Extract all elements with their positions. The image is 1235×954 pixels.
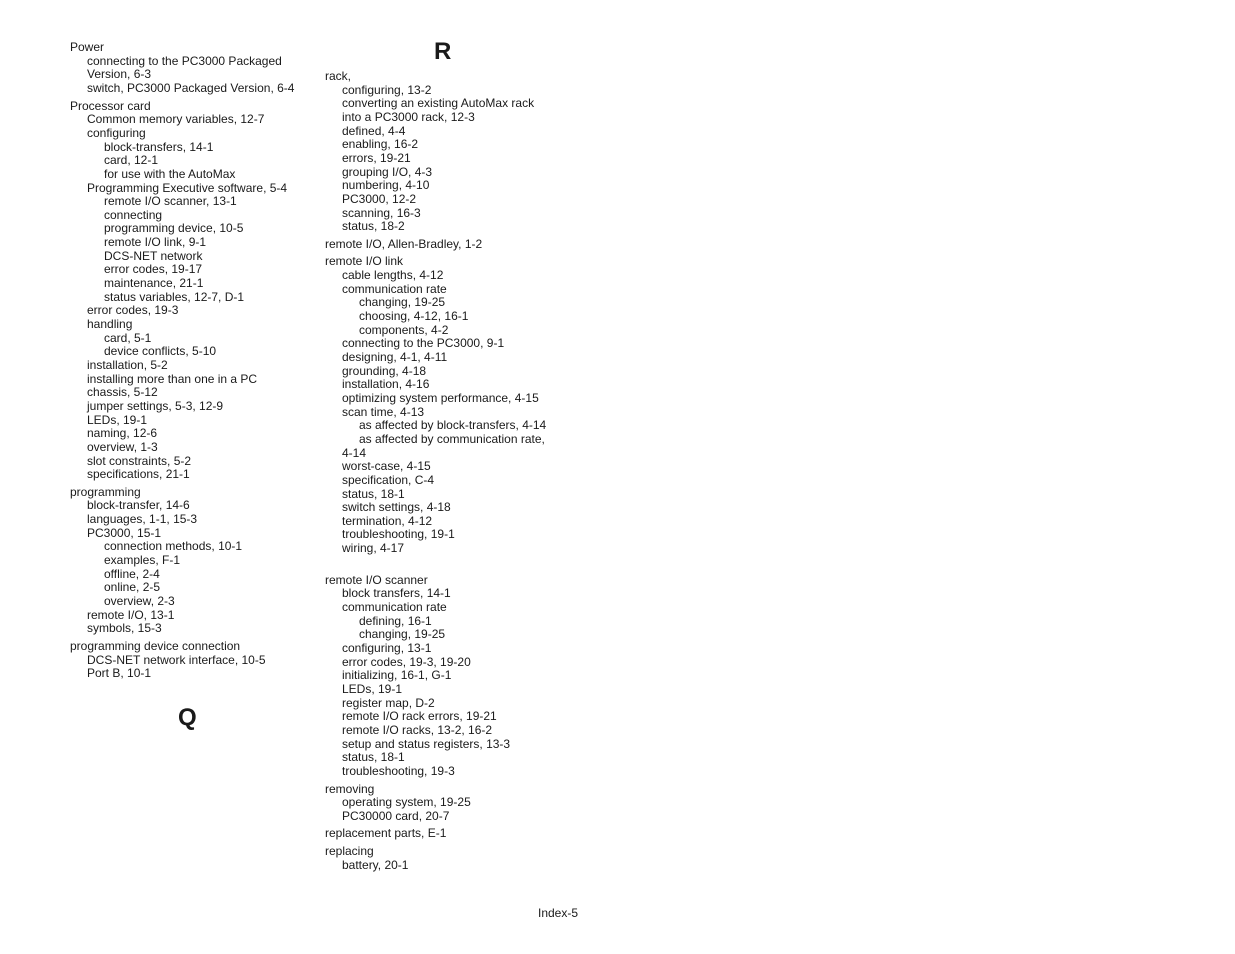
index-subentry: Version, 6-3 [87,67,152,82]
index-subentry: scanning, 16-3 [342,205,421,220]
index-subentry: languages, 1-1, 15-3 [87,512,198,527]
index-subentry: examples, F-1 [104,553,181,568]
index-subentry: defined, 4-4 [342,123,406,138]
index-subentry: Programming Executive software, 5-4 [87,180,288,195]
index-subentry: scan time, 4-13 [342,404,425,419]
index-entry: remote I/O, Allen-Bradley, 1-2 [325,236,483,251]
index-subentry: connection methods, 10-1 [104,539,243,554]
index-subentry: switch settings, 4-18 [342,500,451,515]
index-subentry: status, 18-2 [342,219,405,234]
index-subentry: into a PC3000 rack, 12-3 [342,109,475,124]
index-entry: replacement parts, E-1 [325,826,447,841]
index-subentry: installation, 4-16 [342,377,430,392]
index-subentry: wiring, 4-17 [342,541,405,556]
index-subentry: card, 5-1 [104,330,152,345]
index-subentry: specifications, 21-1 [87,467,190,482]
index-subentry: register map, D-2 [342,695,435,710]
index-subentry: status, 18-1 [342,486,405,501]
index-subentry: connecting to the PC3000 Packaged [87,53,282,68]
index-subentry: Port B, 10-1 [87,666,152,681]
index-subentry: block-transfer, 14-6 [87,498,190,513]
index-entry: Processor card [70,98,151,113]
index-subentry: card, 12-1 [104,153,159,168]
index-subentry: error codes, 19-3, 19-20 [342,654,471,669]
index-subentry: grouping I/O, 4-3 [342,164,433,179]
index-entry: remote I/O scanner [325,572,428,587]
section-letter-q: Q [178,704,197,731]
index-subentry: cable lengths, 4-12 [342,268,444,283]
index-subentry: converting an existing AutoMax rack [342,96,535,111]
index-subentry: termination, 4-12 [342,513,433,528]
index-subentry: configuring [87,125,146,140]
index-subentry: installation, 5-2 [87,357,168,372]
index-subentry: connecting to the PC3000, 9-1 [342,336,505,351]
index-subentry: LEDs, 19-1 [342,681,403,696]
index-subentry: enabling, 16-2 [342,137,419,152]
index-subentry: symbols, 15-3 [87,621,162,636]
index-subentry: LEDs, 19-1 [87,412,148,427]
index-subentry: specification, C-4 [342,472,435,487]
index-subentry: setup and status registers, 13-3 [342,736,511,751]
index-subentry: device conflicts, 5-10 [104,344,217,359]
index-subentry: block-transfers, 14-1 [104,139,214,154]
index-subentry: block transfers, 14-1 [342,586,451,601]
index-subentry: choosing, 4-12, 16-1 [359,309,469,324]
index-subentry: jumper settings, 5-3, 12-9 [87,398,224,413]
index-entry: Power [70,40,105,54]
index-subentry: grounding, 4-18 [342,363,427,378]
index-subentry: troubleshooting, 19-1 [342,527,455,542]
index-subentry: overview, 2-3 [104,594,175,608]
index-subentry: as affected by block-transfers, 4-14 [359,418,547,433]
index-subentry: connecting [104,207,163,222]
index-subentry: status variables, 12-7, D-1 [104,289,245,304]
index-entry: programming device connection [70,638,241,653]
index-subentry: components, 4-2 [359,322,449,337]
index-subentry: remote I/O link, 9-1 [104,235,207,250]
index-subentry: slot constraints, 5-2 [87,453,192,468]
index-subentry: troubleshooting, 19-3 [342,763,455,778]
index-entry: removing [325,781,375,796]
index-subentry: communication rate [342,281,447,296]
index-subentry: initializing, 16-1, G-1 [342,668,452,683]
index-subentry: programming device, 10-5 [104,221,244,236]
index-subentry: configuring, 13-2 [342,82,432,97]
index-subentry: PC30000 card, 20-7 [342,808,450,823]
index-entry: replacing [325,844,374,859]
index-subentry: optimizing system performance, 4-15 [342,390,539,405]
page-number: Index-5 [538,906,579,920]
index-subentry: for use with the AutoMax [104,166,236,181]
index-subentry: installing more than one in a PC [87,371,258,386]
section-letter-r: R [434,38,452,65]
index-subentry: remote I/O scanner, 13-1 [104,194,237,209]
index-subentry: Common memory variables, 12-7 [87,112,265,127]
index-subentry: naming, 12-6 [87,426,158,441]
index-subentry: worst-case, 4-15 [342,459,431,474]
index-entry: rack, [325,69,352,83]
index-subentry: switch, PC3000 Packaged Version, 6-4 [87,80,295,95]
index-subentry: remote I/O racks, 13-2, 16-2 [342,722,493,737]
index-subentry: error codes, 19-3 [87,303,179,318]
index-subentry: battery, 20-1 [342,857,409,872]
index-subentry: maintenance, 21-1 [104,276,204,291]
index-subentry: error codes, 19-17 [104,262,203,277]
index-subentry: configuring, 13-1 [342,641,432,655]
index-subentry: PC3000, 12-2 [342,191,417,206]
index-subentry: handling [87,317,133,331]
index-subentry: errors, 19-21 [342,150,411,165]
index-subentry: remote I/O rack errors, 19-21 [342,709,497,724]
index-subentry: communication rate [342,600,447,615]
index-subentry: DCS-NET network [104,248,203,263]
index-subentry: 4-14 [342,445,367,460]
index-subentry: operating system, 19-25 [342,795,471,810]
index-subentry: defining, 16-1 [359,613,432,628]
index-subentry: overview, 1-3 [87,439,158,454]
index-subentry: remote I/O, 13-1 [87,607,175,622]
index-subentry: status, 18-1 [342,750,405,765]
index-subentry: DCS-NET network interface, 10-5 [87,652,266,667]
index-entry: programming [70,484,141,499]
index-subentry: as affected by communication rate, [359,431,545,446]
index-subentry: chassis, 5-12 [87,385,158,400]
index-subentry: offline, 2-4 [104,566,160,581]
index-subentry: numbering, 4-10 [342,178,430,193]
index-subentry: PC3000, 15-1 [87,525,162,540]
index-subentry: designing, 4-1, 4-11 [342,350,448,364]
index-subentry: online, 2-5 [104,580,161,595]
index-subentry: changing, 19-25 [359,627,446,642]
index-entry: remote I/O link [325,254,404,269]
index-subentry: changing, 19-25 [359,295,446,310]
